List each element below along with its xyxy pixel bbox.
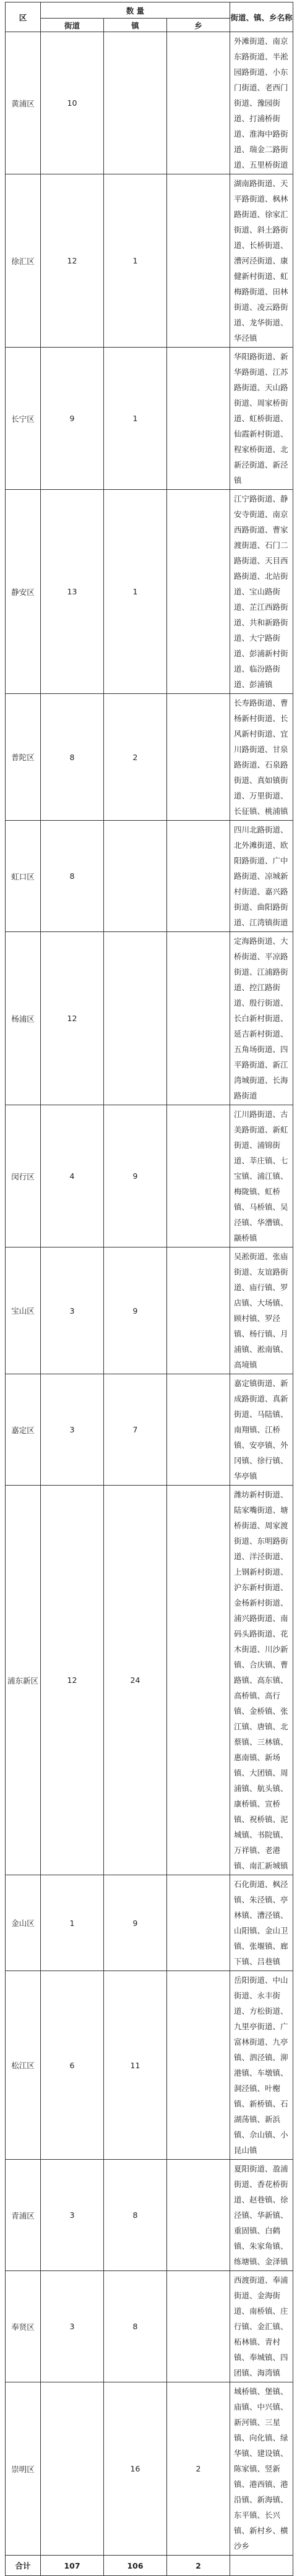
district-table-container — [5, 2, 293, 2576]
township-count-cell — [167, 694, 230, 821]
names-cell: 江宁路街道、静安寺街道、南京西路街道、曹家渡街道、石门二路街道、天目西路街道、北站街道、宝山路街道、芷江西路街道、共和新路街道、大宁路街道、彭浦新村街道、临汾路街道、彭浦镇 — [230, 490, 293, 694]
district-cell: 杨浦区 — [6, 932, 41, 1105]
district-cell: 闵行区 — [6, 1105, 41, 1247]
street-count-cell: 3 — [41, 1247, 104, 1374]
table-row — [6, 1105, 293, 1247]
town-count-cell: 1 — [104, 174, 167, 348]
township-count-cell — [167, 2271, 230, 2382]
township-count-cell — [167, 821, 230, 932]
township-count-cell — [167, 1875, 230, 1971]
total-townships-cell: 2 — [167, 2556, 230, 2576]
table-row — [6, 1374, 293, 1486]
street-count-cell: 10 — [41, 32, 104, 174]
town-count-cell: 9 — [104, 1247, 167, 1374]
town-count-cell: 16 — [104, 2382, 167, 2556]
street-count-cell: 8 — [41, 694, 104, 821]
street-count-cell — [41, 2382, 104, 2556]
town-count-cell: 11 — [104, 1971, 167, 2160]
table-row — [6, 2271, 293, 2382]
street-count-cell: 12 — [41, 1486, 104, 1875]
total-streets-cell: 107 — [41, 2556, 104, 2576]
district-cell: 宝山区 — [6, 1247, 41, 1374]
town-count-cell: 1 — [104, 490, 167, 694]
table-row — [6, 694, 293, 821]
town-count-cell — [104, 821, 167, 932]
township-count-cell — [167, 174, 230, 348]
town-count-cell: 24 — [104, 1486, 167, 1875]
district-cell: 长宁区 — [6, 348, 41, 490]
header-count: 数 量 — [41, 2, 230, 19]
names-cell: 长寿路街道、曹杨新村街道、长风新村街道、宜川路街道、甘泉路街道、石泉路街道、真如镇街道、万里街道、长征镇、桃浦镇 — [230, 694, 293, 821]
names-cell: 华阳路街道、新华路街道、江苏路街道、天山路街道、周家桥街道、虹桥街道、仙霞新村街道、程家桥街道、北新泾街道、新泾镇 — [230, 348, 293, 490]
names-cell: 潍坊新村街道、陆家嘴街道、塘桥街道、周家渡街道、东明路街道、洋泾街道、上钢新村街道、沪东新村街道、金杨新村街道、浦兴路街道、南码头路街道、花木街道、川沙新镇、合庆镇、曹路镇、高东镇、高桥镇、高行镇、金桥镇、张江镇、唐镇、北蔡镇、三林镇、惠南镇、新场镇、大团镇、周浦镇、航头镇、康桥镇、宣桥镇、祝桥镇、泥城镇、书院镇、万祥镇、老港镇、南汇新城镇 — [230, 1486, 293, 1875]
names-cell: 嘉定镇街道、新成路街道、真新街道、马陆镇、南翔镇、江桥镇、安亭镇、外冈镇、徐行镇、华亭镇 — [230, 1374, 293, 1486]
district-cell: 松江区 — [6, 1971, 41, 2160]
town-count-cell: 7 — [104, 1374, 167, 1486]
township-count-cell — [167, 348, 230, 490]
table-row — [6, 490, 293, 694]
names-cell: 定海路街道、大桥街道、平凉路街道、江浦路街道、控江路街道、殷行街道、长白新村街道、延吉新村街道、五角场街道、四平路街道、新江湾城街道、长海路街道 — [230, 932, 293, 1105]
township-count-cell — [167, 32, 230, 174]
total-label-cell: 合计 — [6, 2556, 41, 2576]
district-cell: 徐汇区 — [6, 174, 41, 348]
town-count-cell: 8 — [104, 2160, 167, 2271]
district-table — [5, 2, 293, 2576]
names-cell: 四川北路街道、北外滩街道、欧阳路街道、广中路街道、凉城新村街道、嘉兴路街道、曲阳路街道、江湾镇街道 — [230, 821, 293, 932]
names-cell: 石化街道、枫泾镇、朱泾镇、亭林镇、漕泾镇、山阳镇、金山卫镇、张堰镇、廊下镇、吕巷镇 — [230, 1875, 293, 1971]
street-count-cell: 12 — [41, 932, 104, 1105]
town-count-cell: 8 — [104, 2271, 167, 2382]
township-count-cell — [167, 1247, 230, 1374]
header-row-1 — [6, 2, 293, 19]
district-cell: 嘉定区 — [6, 1374, 41, 1486]
district-cell: 普陀区 — [6, 694, 41, 821]
street-count-cell: 3 — [41, 2160, 104, 2271]
street-count-cell: 8 — [41, 821, 104, 932]
names-cell: 城桥镇、堡镇、庙镇、中兴镇、新河镇、三星镇、向化镇、绿华镇、建设镇、陈家镇、竖新镇、港西镇、港沿镇、新海镇、东平镇、长兴镇、新村乡、横沙乡 — [230, 2382, 293, 2556]
names-cell: 岳阳街道、中山街道、永丰街道、方松街道、九里亭街道、广富林街道、九亭镇、泗泾镇、泖港镇、车墩镇、洞泾镇、叶榭镇、新桥镇、石湖荡镇、新浜镇、佘山镇、小昆山镇 — [230, 1971, 293, 2160]
table-row — [6, 32, 293, 174]
township-count-cell — [167, 1971, 230, 2160]
street-count-cell: 9 — [41, 348, 104, 490]
street-count-cell: 3 — [41, 1374, 104, 1486]
table-row — [6, 1486, 293, 1875]
names-cell: 西渡街道、奉浦街道、金海街道、南桥镇、庄行镇、金汇镇、柘林镇、青村镇、奉城镇、四团镇、海湾镇 — [230, 2271, 293, 2382]
street-count-cell: 1 — [41, 1875, 104, 1971]
district-cell: 崇明区 — [6, 2382, 41, 2556]
total-names-cell — [230, 2556, 293, 2576]
district-cell: 奉贤区 — [6, 2271, 41, 2382]
header-township: 乡 — [167, 19, 230, 32]
table-row — [6, 932, 293, 1105]
district-cell: 虹口区 — [6, 821, 41, 932]
total-row — [6, 2556, 293, 2576]
township-count-cell — [167, 1374, 230, 1486]
header-town: 镇 — [104, 19, 167, 32]
district-cell: 青浦区 — [6, 2160, 41, 2271]
table-body — [6, 32, 293, 2576]
town-count-cell: 1 — [104, 348, 167, 490]
district-cell: 静安区 — [6, 490, 41, 694]
header-names: 街道、镇、乡名称 — [230, 2, 293, 32]
table-row — [6, 1247, 293, 1374]
table-row — [6, 348, 293, 490]
table-row — [6, 821, 293, 932]
names-cell: 江川路街道、古美路街道、新虹街道、浦锦街道、莘庄镇、七宝镇、浦江镇、梅陇镇、虹桥镇、马桥镇、吴泾镇、华漕镇、颛桥镇 — [230, 1105, 293, 1247]
table-row — [6, 174, 293, 348]
township-count-cell — [167, 1486, 230, 1875]
township-count-cell — [167, 2160, 230, 2271]
township-count-cell — [167, 490, 230, 694]
district-cell: 浦东新区 — [6, 1486, 41, 1875]
street-count-cell: 13 — [41, 490, 104, 694]
table-row — [6, 2160, 293, 2271]
town-count-cell — [104, 932, 167, 1105]
header-district: 区 — [6, 2, 41, 32]
street-count-cell: 6 — [41, 1971, 104, 2160]
street-count-cell: 12 — [41, 174, 104, 348]
township-count-cell: 2 — [167, 2382, 230, 2556]
names-cell: 吴淞街道、张庙街道、友谊路街道、庙行镇、罗店镇、大场镇、顾村镇、罗泾镇、杨行镇、月浦镇、淞南镇、高境镇 — [230, 1247, 293, 1374]
header-street: 街道 — [41, 19, 104, 32]
names-cell: 湖南路街道、天平路街道、枫林路街道、徐家汇街道、斜土路街道、长桥街道、漕河泾街道、康健新村街道、虹梅路街道、田林街道、凌云路街道、龙华街道、华泾镇 — [230, 174, 293, 348]
street-count-cell: 3 — [41, 2271, 104, 2382]
names-cell: 外滩街道、南京东路街道、半淞园路街道、小东门街道、老西门街道、豫园街道、打浦桥街道、淮海中路街道、瑞金二路街道、五里桥街道 — [230, 32, 293, 174]
town-count-cell: 9 — [104, 1875, 167, 1971]
table-row — [6, 1971, 293, 2160]
table-row — [6, 2382, 293, 2556]
township-count-cell — [167, 1105, 230, 1247]
town-count-cell: 9 — [104, 1105, 167, 1247]
total-towns-cell: 106 — [104, 2556, 167, 2576]
table-row — [6, 1875, 293, 1971]
district-cell: 黄浦区 — [6, 32, 41, 174]
town-count-cell — [104, 32, 167, 174]
street-count-cell: 4 — [41, 1105, 104, 1247]
township-count-cell — [167, 932, 230, 1105]
names-cell: 夏阳街道、盈浦街道、香花桥街道、赵巷镇、徐泾镇、华新镇、重固镇、白鹤镇、朱家角镇、练塘镇、金泽镇 — [230, 2160, 293, 2271]
town-count-cell: 2 — [104, 694, 167, 821]
district-cell: 金山区 — [6, 1875, 41, 1971]
